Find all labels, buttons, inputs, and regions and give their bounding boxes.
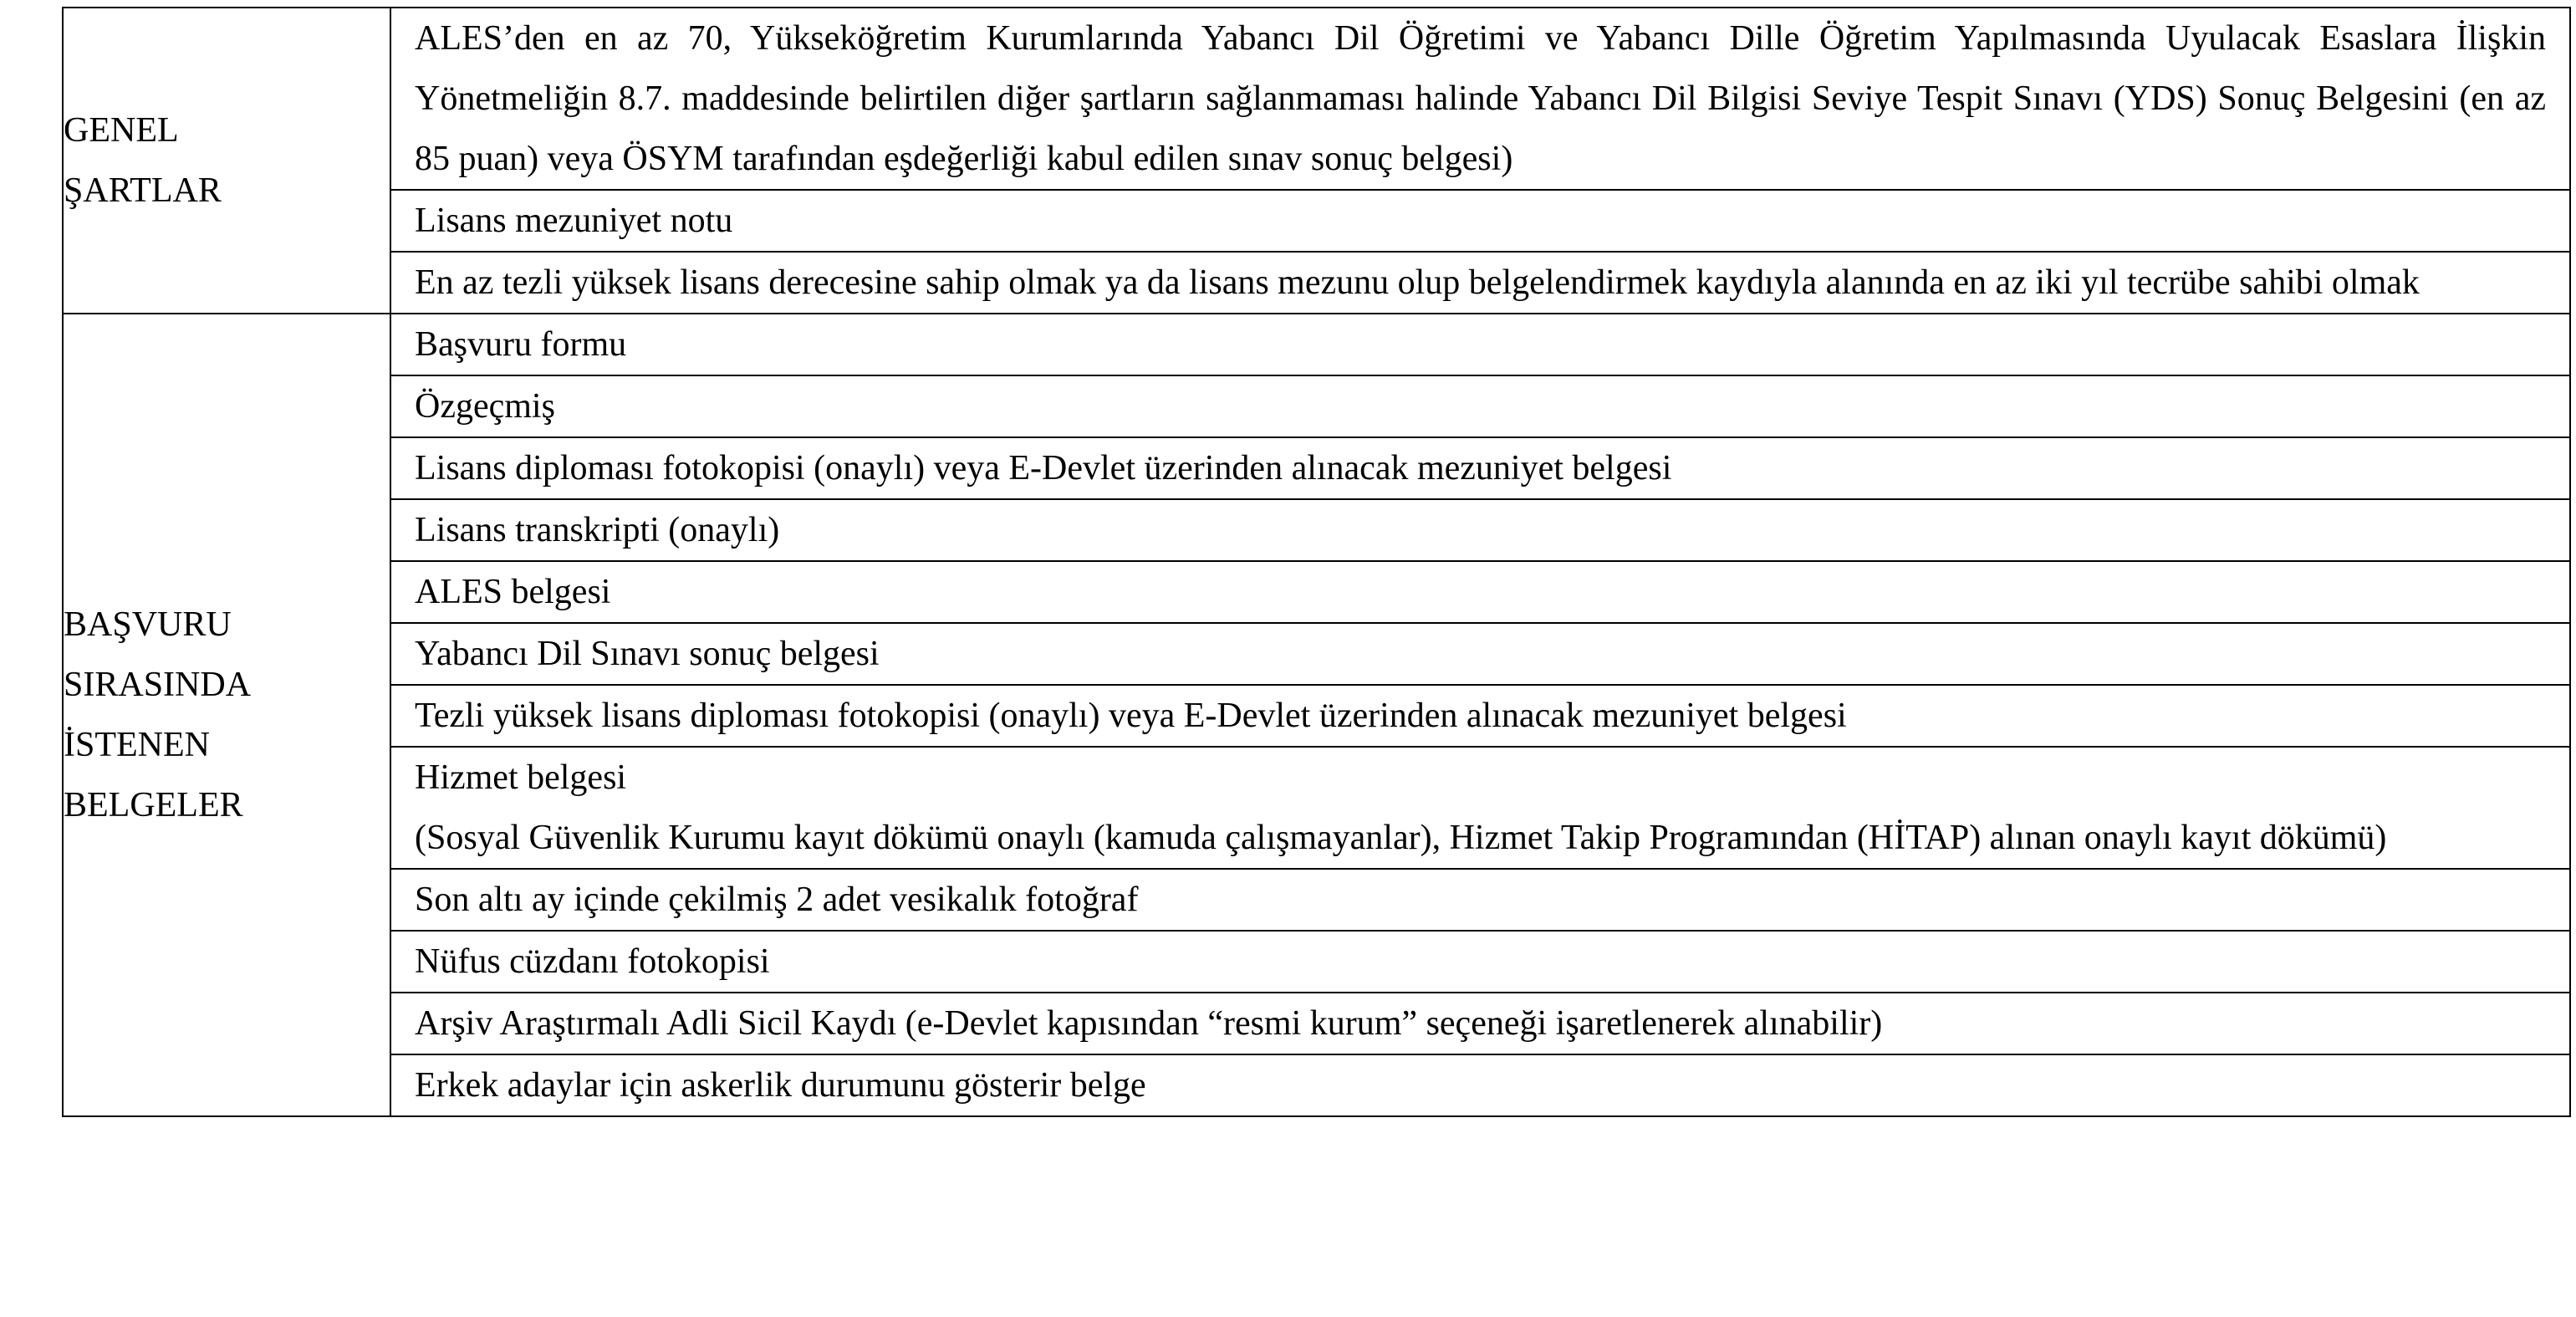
- document-text: ALES belgesi: [415, 573, 611, 611]
- document-text: Lisans diploması fotokopisi (onaylı) veya E-Devlet üzerinden alınacak mezuniyet belgesi: [415, 449, 1672, 487]
- table-row: [63, 993, 2570, 1054]
- requirement-text: Lisans mezuniyet notu: [415, 202, 733, 240]
- document-cell: [390, 375, 2570, 437]
- document-text: Nüfus cüzdanı fotokopisi: [415, 942, 770, 981]
- document-cell: [390, 1054, 2570, 1116]
- document-text: Tezli yüksek lisans diploması fotokopisi (onaylı) veya E-Devlet üzerinden alınacak mezuniyet belgesi: [415, 697, 1847, 735]
- requirements-table: [62, 7, 2571, 1117]
- document-text: Son altı ay içinde çekilmiş 2 adet vesikalık fotoğraf: [415, 881, 1139, 919]
- table-row: [63, 931, 2570, 993]
- document-text: Lisans transkripti (onaylı): [415, 511, 780, 549]
- document-text: Özgeçmiş: [415, 387, 555, 426]
- section-label-basvuru-belgeler: [63, 314, 390, 1116]
- section-label-line: BAŞVURU: [64, 605, 232, 644]
- table-row: [63, 314, 2570, 375]
- document-text: Erkek adaylar için askerlik durumunu gösterir belge: [415, 1066, 1146, 1105]
- document-cell: [390, 685, 2570, 747]
- table-row: [63, 499, 2570, 561]
- table-row: [63, 375, 2570, 437]
- table-row: [63, 623, 2570, 685]
- document-cell: [390, 623, 2570, 685]
- table-row: [63, 747, 2570, 869]
- requirement-cell: [390, 252, 2570, 314]
- table-row: [63, 8, 2570, 190]
- document-cell: [390, 314, 2570, 375]
- document-cell: [390, 993, 2570, 1054]
- document-cell: [390, 747, 2570, 869]
- document-cell: [390, 499, 2570, 561]
- requirement-cell: [390, 190, 2570, 252]
- table-row: [63, 437, 2570, 499]
- requirement-cell: [390, 8, 2570, 190]
- section-label-line: İSTENEN: [64, 726, 210, 764]
- requirements-table-body: [63, 8, 2570, 1116]
- section-label-line: BELGELER: [64, 786, 243, 824]
- document-cell: [390, 869, 2570, 931]
- document-text-detail: (Sosyal Güvenlik Kurumu kayıt dökümü onaylı (kamuda çalışmayanlar), Hizmet Takip Programından (HİTAP) alınan onaylı kayıt dökümü): [415, 819, 2387, 857]
- requirement-text: En az tezli yüksek lisans derecesine sahip olmak ya da lisans mezunu olup belgelendirmek kaydıyla alanında en az iki yıl tecrübe sahibi olmak: [415, 263, 2420, 302]
- table-row: [63, 869, 2570, 931]
- table-row: [63, 252, 2570, 314]
- section-label-genel-sartlar: [63, 8, 390, 314]
- table-row: [63, 1054, 2570, 1116]
- section-label-line: GENEL: [64, 111, 179, 150]
- document-cell: [390, 437, 2570, 499]
- document-cell: [390, 931, 2570, 993]
- document-text: Yabancı Dil Sınavı sonuç belgesi: [415, 635, 880, 673]
- table-row: [63, 685, 2570, 747]
- document-cell: [390, 561, 2570, 623]
- requirement-text: ALES’den en az 70, Yükseköğretim Kurumlarında Yabancı Dil Öğretimi ve Yabancı Dille Öğretim Yapılmasında Uyulacak Esaslara İlişkin Yönetmeliğin 8.7. maddesinde belirtilen diğer şartların sağlanmaması halinde Yabancı Dil Bilgisi Seviye Tespit Sınavı (YDS) Sonuç Belgesini (en az 85 puan) veya ÖSYM tarafından eşdeğerliği kabul edilen sınav sonuç belgesi): [415, 19, 2546, 178]
- section-label-line: SIRASINDA: [64, 666, 252, 704]
- table-row: [63, 190, 2570, 252]
- document-text: Arşiv Araştırmalı Adli Sicil Kaydı (e-Devlet kapısından “resmi kurum” seçeneği işaretlenerek alınabilir): [415, 1004, 1883, 1043]
- section-label-line: ŞARTLAR: [64, 171, 222, 210]
- document-text: Başvuru formu: [415, 325, 627, 364]
- table-row: [63, 561, 2570, 623]
- document-text: Hizmet belgesi: [415, 758, 627, 797]
